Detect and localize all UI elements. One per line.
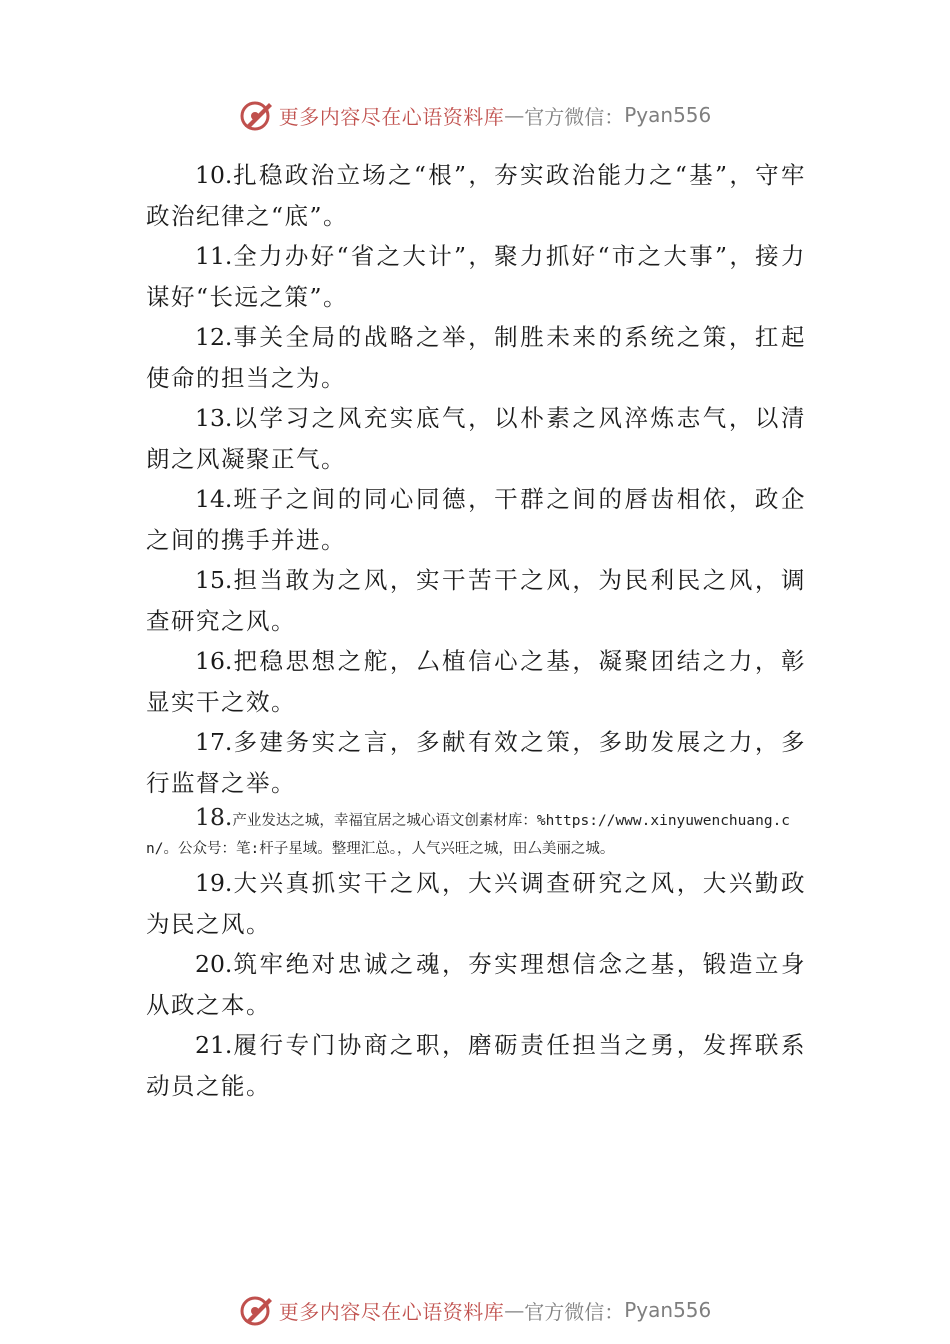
list-item: 12.事关全局的战略之举，制胜未来的系统之策，扛起使命的担当之为。 (146, 323, 806, 392)
list-item: 14.班子之间的同心同德，干群之间的唇齿相依，政企之间的携手并进。 (146, 485, 806, 554)
header-brand-text: 更多内容尽在心语资料库 (278, 104, 505, 129)
header-label: 官方微信： (524, 104, 625, 129)
list-item: 20.筑牢绝对忠诚之魂，夯实理想信念之基，锻造立身从政之本。 (146, 950, 806, 1019)
list-item: 15.担当敢为之风，实干苦干之风，为民利民之风，调查研究之风。 (146, 566, 806, 635)
header-banner (0, 95, 950, 135)
quill-seal-logo-icon (239, 97, 275, 133)
footer-label: 官方微信： (524, 1299, 625, 1324)
footer-wechat-id: Pyan556 (624, 1298, 712, 1322)
list-item: 16.把稳思想之舵，厶植信心之基，凝聚团结之力，彰显实干之效。 (146, 647, 806, 716)
list-item: 19.大兴真抓实干之风，大兴调查研究之风，大兴勤政为民之风。 (146, 869, 806, 938)
list-item: 21.履行专门协商之职，磨砺责任担当之勇，发挥联系动员之能。 (146, 1031, 806, 1100)
footer-dash: — (504, 1298, 525, 1322)
footer-banner (0, 1290, 950, 1330)
footer-brand-text: 更多内容尽在心语资料库 (278, 1299, 505, 1324)
list-item: 17.多建务实之言，多献有效之策，多助发展之力，多行监督之举。 (146, 728, 806, 797)
list-item-18: 18.产业发达之城，幸福宜居之城心语文创素材库：%https://www.xinyuwenchuang.cn/。公众号：笔:杆子星域。整理汇总。，人气兴旺之城，田厶美丽之城。 (146, 803, 791, 857)
list-item: 13.以学习之风充实底气，以朴素之风淬炼志气，以清朗之风凝聚正气。 (146, 404, 806, 473)
header-dash: — (504, 103, 525, 127)
quill-seal-logo-icon (239, 1292, 275, 1328)
header-wechat-id: Pyan556 (624, 103, 712, 127)
list-item: 10.扎稳政治立场之“根”，夯实政治能力之“基”，守牢政治纪律之“底”。 (146, 161, 806, 230)
item-18-text: 产业发达之城，幸福宜居之城心语文创素材库：%https://www.xinyuwenchuang.cn/。公众号：笔:杆子星域。整理汇总。，人气兴旺之城，田厶美丽之城。 (146, 813, 791, 857)
document-body (146, 155, 806, 1106)
list-item: 11.全力办好“省之大计”，聚力抓好“市之大事”，接力谋好“长远之策”。 (146, 242, 806, 311)
